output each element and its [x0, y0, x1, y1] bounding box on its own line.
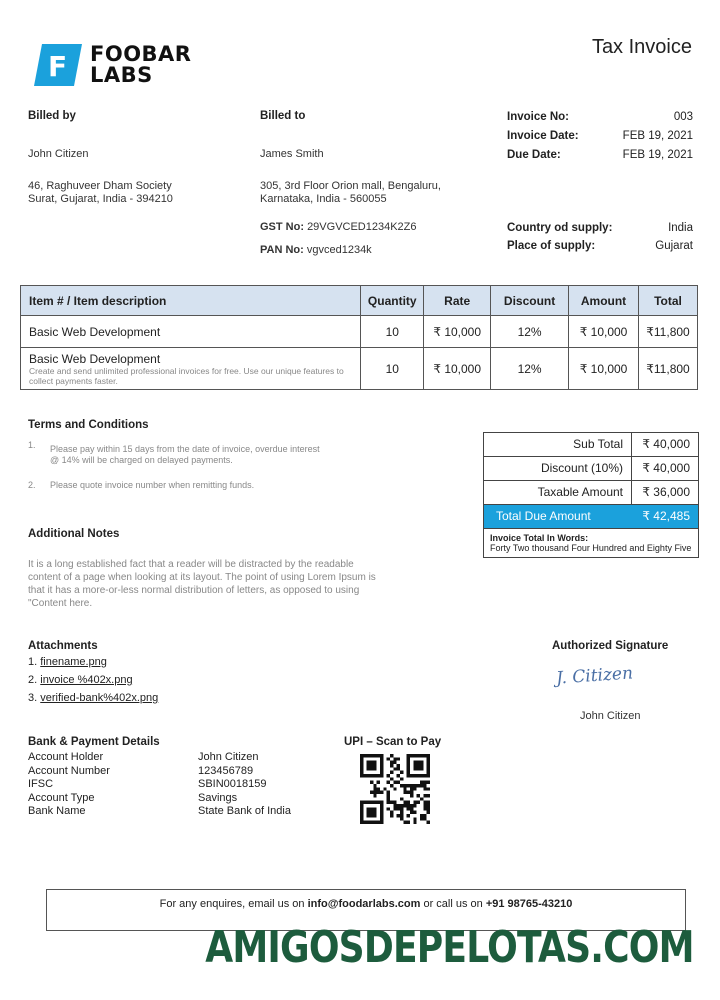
billed-by-address-1: 46, Raghuveer Dham Society	[28, 180, 172, 192]
country-of-supply-row	[507, 222, 693, 234]
discount-label: Discount (10%)	[484, 457, 632, 480]
total-in-words	[484, 529, 698, 557]
gst-number	[260, 221, 417, 234]
billed-to-address-1: 305, 3rd Floor Orion mall, Bengaluru,	[260, 180, 441, 192]
signatory-name: John Citizen	[580, 710, 641, 722]
place-of-supply-label: Place of supply:	[507, 240, 596, 252]
bank-row	[28, 778, 267, 791]
invoice-date-row	[507, 130, 693, 142]
terms-text: Please pay within 15 days from the date of invoice, overdue interest @ 14% will be charged on delayed payments.	[50, 444, 320, 465]
invoice-number-row	[507, 111, 693, 123]
discount-row	[484, 457, 698, 481]
billed-by-heading: Billed by	[28, 110, 76, 122]
bank-details-heading: Bank & Payment Details	[28, 736, 160, 748]
column-header-rate: Rate	[424, 286, 491, 316]
bank-label: Bank Name	[28, 805, 86, 817]
item-discount: 12%	[491, 316, 569, 348]
logo-line-1: FOOBAR	[90, 42, 192, 66]
billed-by-name: John Citizen	[28, 148, 89, 160]
item-rate: ₹ 10,000	[424, 316, 491, 348]
item-sub-description: Create and send unlimited professional invoices for free. Use our unique features to collect payments faster.	[29, 365, 344, 386]
bank-row	[28, 792, 237, 805]
item-description: Basic Web Development	[29, 351, 161, 366]
taxable-amount-row	[484, 481, 698, 505]
bank-value: State Bank of India	[198, 805, 291, 817]
due-date-row	[507, 149, 693, 161]
footer-email[interactable]: info@foodarlabs.com	[307, 898, 421, 910]
totals-box	[483, 432, 699, 558]
terms-text: Please quote invoice number when remitting funds.	[50, 480, 255, 490]
column-header-amount: Amount	[569, 286, 639, 316]
column-header-total: Total	[638, 286, 697, 316]
attachment-number: 2.	[28, 674, 38, 686]
bank-label: IFSC	[28, 778, 54, 790]
footer-prefix: For any enquires, email us on	[159, 898, 308, 910]
invoice-number-label: Invoice No:	[507, 111, 569, 123]
bank-value: 123456789	[198, 765, 254, 777]
gst-value: 29VGVCED1234K2Z6	[307, 221, 417, 233]
terms-heading: Terms and Conditions	[28, 419, 149, 431]
column-header-item: Item # / Item description	[21, 286, 361, 316]
item-description-cell	[21, 348, 361, 390]
column-header-quantity: Quantity	[361, 286, 424, 316]
item-discount: 12%	[491, 348, 569, 390]
taxable-amount-label: Taxable Amount	[484, 481, 632, 504]
sub-total-value: ₹ 40,000	[642, 437, 690, 451]
attachment-link[interactable]: verified-bank%402x.png	[40, 692, 159, 704]
foobar-labs-logo-icon	[34, 44, 82, 86]
pan-value: vgvced1234k	[306, 244, 372, 256]
total-due-label: Total Due Amount	[484, 505, 632, 528]
place-of-supply: Gujarat	[655, 240, 693, 252]
discount-value: ₹ 40,000	[642, 461, 690, 475]
bank-label: Account Number	[28, 765, 110, 777]
list-item	[28, 480, 320, 491]
list-item	[28, 674, 133, 686]
footer-middle: or call us on	[420, 898, 486, 910]
total-in-words-label: Invoice Total In Words:	[490, 533, 589, 543]
attachment-number: 1.	[28, 656, 38, 668]
total-in-words-value: Forty Two thousand Four Hundred and Eighty Five	[490, 543, 692, 553]
page-title: Tax Invoice	[591, 36, 692, 58]
billed-to-address-2: Karnataka, India - 560055	[260, 193, 387, 205]
items-table	[20, 285, 698, 390]
items-header-row	[21, 286, 698, 316]
taxable-amount-value: ₹ 36,000	[642, 485, 690, 499]
item-amount: ₹ 10,000	[569, 348, 639, 390]
logo-letter: F	[48, 50, 68, 83]
signature-script: J. Citizen	[555, 663, 634, 689]
sub-total-label: Sub Total	[484, 433, 632, 456]
signature-heading: Authorized Signature	[552, 640, 669, 652]
bank-row	[28, 805, 291, 818]
attachment-link[interactable]: finename.png	[40, 656, 107, 668]
country-of-supply: India	[668, 222, 693, 234]
place-of-supply-row	[507, 240, 693, 252]
notes-heading: Additional Notes	[28, 528, 120, 540]
invoice-date-label: Invoice Date:	[507, 130, 579, 142]
item-total: ₹11,800	[638, 348, 697, 390]
due-date: FEB 19, 2021	[622, 149, 693, 161]
attachment-number: 3.	[28, 692, 38, 704]
billed-to-name: James Smith	[260, 148, 324, 160]
bank-label: Account Type	[28, 792, 95, 804]
attachment-link[interactable]: invoice %402x.png	[40, 674, 133, 686]
bank-value: Savings	[198, 792, 238, 804]
billed-to-heading: Billed to	[260, 110, 306, 122]
logo-wordmark	[90, 44, 191, 86]
invoice-date: FEB 19, 2021	[622, 130, 693, 142]
pan-number	[260, 244, 372, 257]
upi-heading: UPI – Scan to Pay	[344, 736, 442, 748]
notes-text: It is a long established fact that a reader will be distracted by the readable content of a page when looking at its layout. The point of using Lorem Ipsum is that it has a more-or-less normal distribution of letters, as opposed to using "Content here.	[28, 559, 376, 609]
bank-row	[28, 751, 259, 764]
item-total: ₹11,800	[638, 316, 697, 348]
attachments-heading: Attachments	[28, 640, 98, 652]
billed-by-address-2: Surat, Gujarat, India - 394210	[28, 193, 173, 205]
terms-number: 2.	[28, 480, 36, 490]
upi-qr-code-icon[interactable]	[360, 754, 430, 824]
total-due-value: ₹ 42,485	[642, 509, 690, 523]
watermark-text: AMIGOSDEPELOTAS.COM	[205, 922, 694, 973]
item-quantity: 10	[361, 348, 424, 390]
bank-value: SBIN0018159	[198, 778, 267, 790]
country-of-supply-label: Country od supply:	[507, 222, 613, 234]
list-item	[28, 692, 158, 704]
item-description: Basic Web Development	[21, 316, 361, 348]
bank-row	[28, 765, 253, 778]
sub-total-row	[484, 433, 698, 457]
pan-label: PAN No:	[260, 244, 304, 256]
item-amount: ₹ 10,000	[569, 316, 639, 348]
item-quantity: 10	[361, 316, 424, 348]
column-header-discount: Discount	[491, 286, 569, 316]
list-item	[28, 440, 320, 466]
total-due-row	[484, 505, 698, 529]
bank-value: John Citizen	[198, 751, 259, 763]
bank-label: Account Holder	[28, 751, 104, 763]
invoice-number: 003	[673, 111, 693, 123]
footer-phone[interactable]: +91 98765-43210	[485, 898, 573, 910]
table-row	[21, 316, 698, 348]
gst-label: GST No:	[260, 221, 304, 233]
logo-line-2: LABS	[90, 63, 153, 87]
due-date-label: Due Date:	[507, 149, 561, 161]
table-row	[21, 348, 698, 390]
terms-number: 1.	[28, 440, 36, 450]
list-item	[28, 656, 107, 668]
item-rate: ₹ 10,000	[424, 348, 491, 390]
